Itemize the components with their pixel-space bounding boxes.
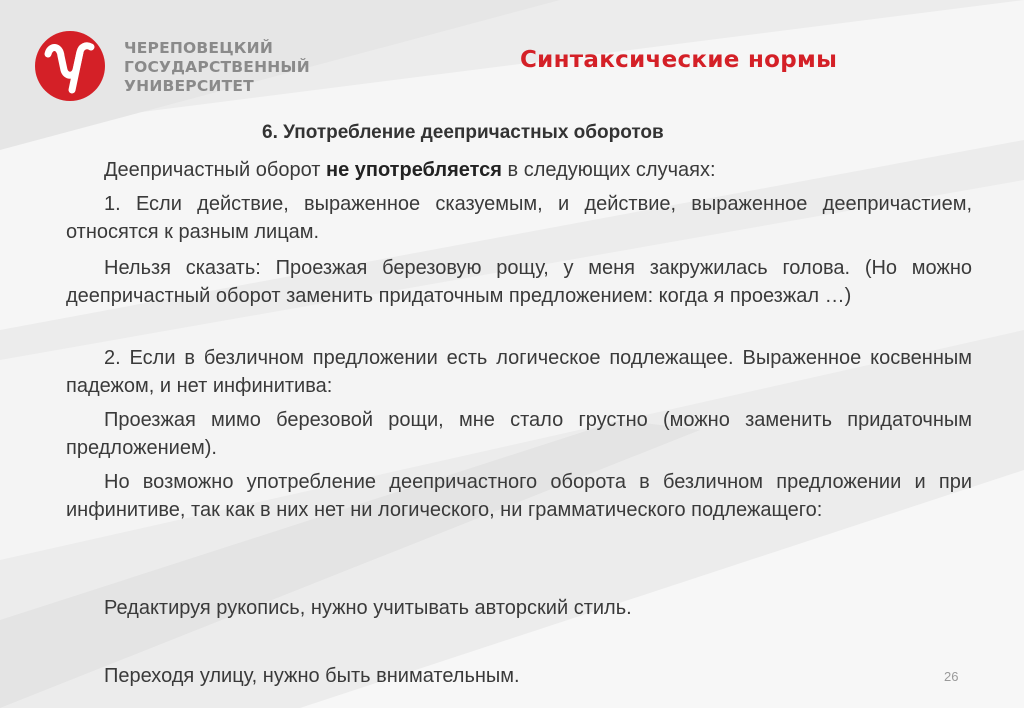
example-1-paragraph: Нельзя сказать: Проезжая березовую рощу, у меня закружилась голова. (Но можно деепричастный оборот заменить придаточным предложением: когда я проезжал …)	[66, 257, 972, 307]
intro-paragraph	[66, 156, 972, 184]
intro-text-end: в следующих случаях:	[501, 159, 716, 181]
section-heading: 6. Употребление деепричастных оборотов	[262, 122, 664, 143]
case-1-paragraph: 1. Если действие, выраженное сказуемым, и действие, выраженное деепричастием, относятся к разным лицам.	[66, 193, 972, 243]
slide-title: Синтаксические нормы	[520, 47, 838, 73]
university-name	[124, 39, 310, 96]
university-name-line3: УНИВЕРСИТЕТ	[124, 77, 254, 95]
case-2-paragraph: 2. Если в безличном предложении есть логическое подлежащее. Выраженное косвенным падежом, и нет инфинитива:	[66, 347, 972, 397]
university-name-line1: ЧЕРЕПОВЕЦКИЙ	[124, 39, 274, 57]
university-logo-icon	[34, 30, 106, 102]
example-2-paragraph: Проезжая мимо березовой рощи, мне стало грустно (можно заменить придаточным предложением).	[66, 409, 972, 459]
intro-text: Деепричастный оборот	[104, 159, 326, 181]
example-4-paragraph: Переходя улицу, нужно быть внимательным.	[104, 665, 520, 687]
intro-emphasis: не употребляется	[326, 159, 502, 181]
example-3-paragraph: Редактируя рукопись, нужно учитывать авторский стиль.	[104, 597, 632, 619]
slide-number: 26	[944, 669, 959, 684]
note-paragraph: Но возможно употребление деепричастного оборота в безличном предложении и при инфинитиве, так как в них нет ни логического, ни грамматического подлежащего:	[66, 471, 972, 521]
university-name-line2: ГОСУДАРСТВЕННЫЙ	[124, 58, 310, 76]
